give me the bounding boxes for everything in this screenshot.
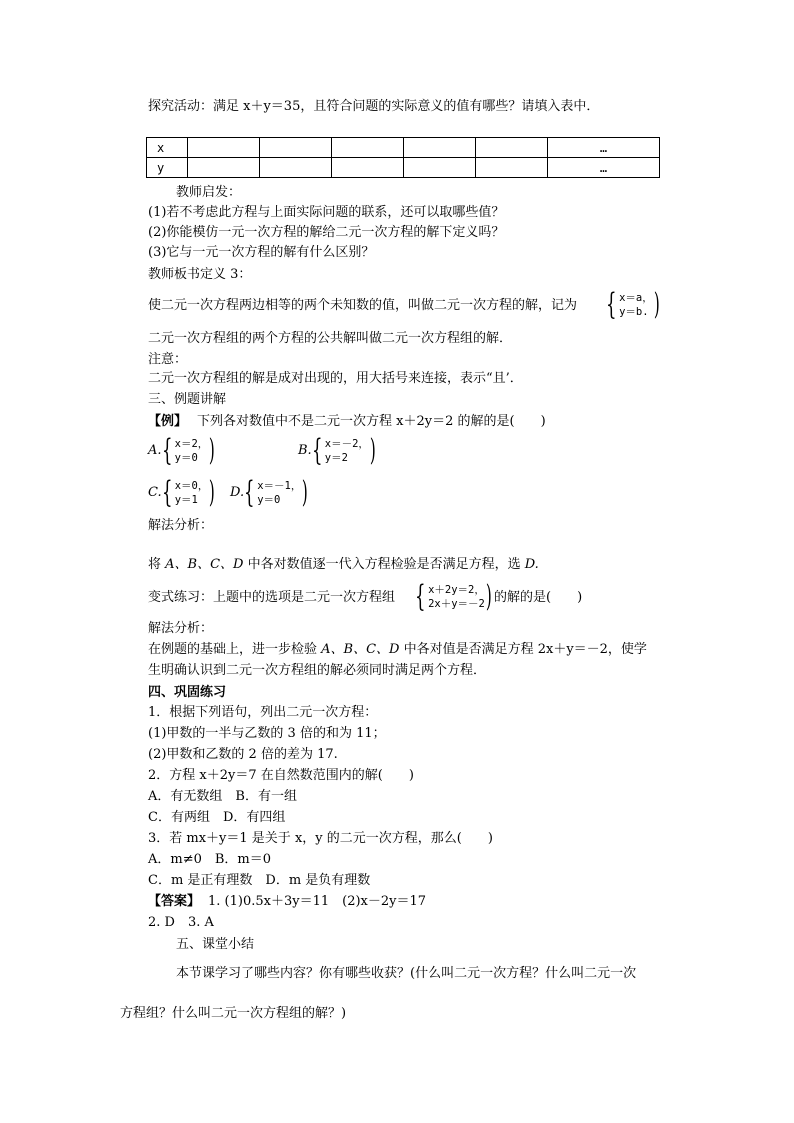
- system-row: y＝1: [174, 494, 198, 506]
- section4-title: 四、巩固练习: [148, 685, 227, 700]
- option-label: D.: [230, 485, 245, 500]
- option-label: C.: [148, 485, 162, 500]
- table-cell: [476, 158, 548, 178]
- table-cell: [188, 138, 260, 158]
- section3-title: 三、例题讲解: [148, 392, 227, 407]
- row-label-x: x: [147, 138, 188, 158]
- practice-2: 2．方程 x＋2y＝7 在自然数范围内的解( ): [148, 768, 414, 783]
- answer-1: 1. (1)0.5x＋3y＝11 (2)x－2y＝17: [208, 894, 427, 909]
- analysis2-line1: [148, 641, 647, 659]
- right-paren: ): [209, 475, 216, 510]
- analysis2-text: 在例题的基础上，进一步检验: [148, 642, 322, 657]
- option-d: [230, 475, 311, 510]
- answer-letter: D.: [524, 557, 539, 572]
- example-tag: 【例】: [148, 414, 188, 429]
- xy-table: [146, 137, 660, 178]
- analysis2-line2: 生明确认识到二元一次方程组的解必须同时满足两个方程．: [148, 663, 487, 678]
- system-row: y＝2: [324, 452, 348, 464]
- practice-3-ab: A．m≠0 B．m＝0: [148, 852, 272, 867]
- analysis-line: [148, 556, 539, 574]
- practice-3-cd: C．m 是正有理数 D．m 是负有理数: [148, 873, 371, 888]
- system-row: y＝0: [174, 452, 198, 464]
- system-row: x＝－2，: [324, 438, 369, 450]
- system-row: x＋2y＝2，: [428, 584, 485, 596]
- section5-title: 五、课堂小结: [176, 937, 255, 952]
- practice-1: 1．根据下列语句，列出二元一次方程：: [148, 705, 378, 720]
- option-c: [148, 475, 218, 510]
- analysis2-title: 解法分析：: [148, 621, 214, 636]
- system-row: y＝0: [257, 494, 281, 506]
- analysis-text: 中各对数值逐一代入方程检验是否满足方程，选: [243, 557, 525, 572]
- table-row-x: [147, 138, 660, 158]
- example-line: [148, 413, 546, 431]
- hint-q1: (1)若不考虑此方程与上面实际问题的联系，还可以取哪些值？: [148, 205, 505, 220]
- right-paren: ): [302, 475, 309, 510]
- table-row-y: [147, 158, 660, 178]
- summary-line2: 方程组？什么叫二元一次方程组的解？): [120, 1006, 347, 1021]
- analysis-text: 将: [148, 557, 166, 572]
- hint-title: 教师启发：: [176, 185, 242, 200]
- left-brace: {: [161, 475, 173, 510]
- system-row: x＝a，: [619, 292, 653, 304]
- analysis2-text: 中各对值是否满足方程 2x＋y＝－2，使学: [399, 642, 647, 657]
- system-row: 2x＋y＝－2: [428, 598, 485, 610]
- definition-line2: 二元一次方程组的两个方程的公共解叫做二元一次方程组的解．: [148, 331, 513, 346]
- system-row: x＝2，: [174, 438, 209, 450]
- table-cell: [404, 138, 476, 158]
- table-cell: [260, 158, 332, 178]
- explore-activity: 探究活动：满足 x＋y＝35，且符合问题的实际意义的值有哪些？请填入表中．: [148, 99, 600, 114]
- variant-system: [415, 579, 495, 614]
- practice-2-cd: C．有两组 D．有四组: [148, 810, 286, 825]
- left-brace: {: [161, 433, 173, 468]
- table-cell: [332, 138, 404, 158]
- table-cell: [476, 138, 548, 158]
- left-brace: {: [415, 579, 426, 614]
- answer-tag: 【答案】: [148, 894, 201, 909]
- note-title: 注意：: [148, 352, 188, 367]
- practice-1a: (1)甲数的一半与乙数的 3 倍的和为 11；: [148, 726, 386, 741]
- variant-tail: 的解的是( ): [494, 590, 583, 605]
- practice-1b: (2)甲数和乙数的 2 倍的差为 17.: [148, 747, 338, 762]
- hint-q3: (3)它与一元一次方程的解有什么区别？: [148, 245, 375, 260]
- system-row: x＝0，: [174, 480, 209, 492]
- definition-line1: 使二元一次方程两边相等的两个未知数的值，叫做二元一次方程的解，记为: [148, 298, 578, 313]
- option-letters: A、B、C、D: [321, 642, 400, 657]
- option-b: [298, 433, 379, 468]
- system-row: y＝b.: [619, 306, 649, 318]
- note-text: 二元一次方程组的解是成对出现的，用大括号来连接，表示“且’．: [148, 371, 523, 386]
- table-ellipsis: …: [548, 158, 660, 178]
- answer-2: 2. D 3. A: [148, 915, 214, 930]
- definition-title: 教师板书定义 3：: [148, 267, 252, 282]
- table-cell: [332, 158, 404, 178]
- table-cell: [260, 138, 332, 158]
- left-brace: {: [244, 475, 255, 510]
- practice-2-ab: A．有无数组 B．有一组: [148, 789, 297, 804]
- right-paren: ): [209, 433, 216, 468]
- answer-line: [148, 893, 426, 911]
- row-label-y: y: [147, 158, 188, 178]
- option-label: B.: [298, 443, 312, 458]
- example-text: 下列各对数值中不是二元一次方程 x＋2y＝2 的解的是( ): [197, 414, 546, 429]
- left-brace: {: [311, 433, 323, 468]
- option-label: A.: [148, 443, 162, 458]
- right-paren: ): [369, 433, 376, 468]
- hint-q2: (2)你能模仿一元一次方程的解给二元一次方程的解下定义吗？: [148, 225, 505, 240]
- right-paren: ): [485, 579, 492, 614]
- analysis-title: 解法分析：: [148, 518, 214, 533]
- option-a: [148, 433, 218, 468]
- option-letters: A、B、C、D: [165, 557, 244, 572]
- table-cell: [188, 158, 260, 178]
- table-cell: [404, 158, 476, 178]
- variant-line: 变式练习：上题中的选项是二元一次方程组: [148, 590, 396, 605]
- summary-line1: 本节课学习了哪些内容？你有哪些收获？(什么叫二元一次方程？什么叫二元一次: [176, 966, 637, 981]
- definition-system: [606, 287, 662, 322]
- system-row: x＝－1，: [257, 480, 302, 492]
- left-brace: {: [606, 287, 617, 322]
- table-ellipsis: …: [548, 138, 660, 158]
- right-paren: ): [653, 287, 660, 322]
- practice-3: 3．若 mx＋y＝1 是关于 x，y 的二元一次方程，那么( ): [148, 831, 493, 846]
